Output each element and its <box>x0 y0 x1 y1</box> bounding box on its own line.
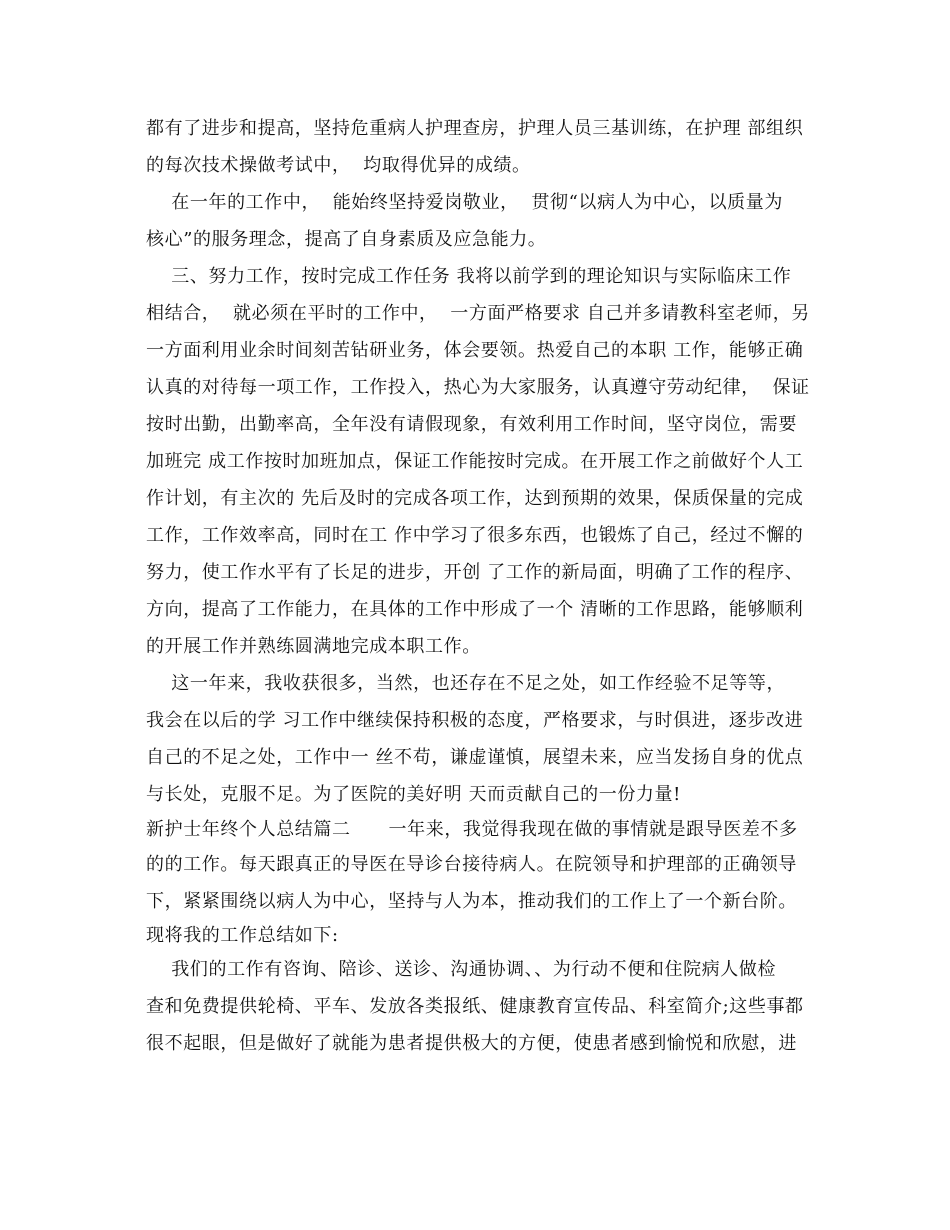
text-line: 查和免费提供轮椅、平车、发放各类报纸、健康教育宣传品、科室简介;这些事都 <box>146 996 804 1017</box>
text-line: 与长处，克服不足。为了医院的美好明 天而贡献自己的一份力量! <box>146 784 681 805</box>
text-line: 都有了进步和提高，坚持危重病人护理查房，护理人员三基训练，在护理 部组织 <box>146 118 804 139</box>
text-line: 我们的工作有咨询、陪诊、送诊、沟通协调、、为行动不便和住院病人做检 <box>146 959 777 980</box>
text-line: 方向，提高了工作能力，在具体的工作中形成了一个 清晰的工作思路，能够顺利 <box>146 599 804 620</box>
text-line: 加班完 成工作按时加班加点，保证工作能按时完成。在开展工作之前做好个人工 <box>146 451 804 472</box>
text-line: 三、努力工作，按时完成工作任务 我将以前学到的理论知识与实际临床工作 <box>146 266 792 287</box>
text-line: 工作，工作效率高，同时在工 作中学习了很多东西，也锻炼了自己，经过不懈的 <box>146 525 804 546</box>
text-line: 这一年来，我收获很多，当然，也还存在不足之处，如工作经验不足等等， <box>146 673 786 694</box>
text-line: 很不起眼，但是做好了就能为患者提供极大的方便，使患者感到愉悦和欣慰，进 <box>146 1033 797 1054</box>
text-line: 的每次技术操做考试中， 均取得优异的成绩。 <box>146 155 531 176</box>
text-line: 的的工作。每天跟真正的导医在导诊台接待病人。在院领导和护理部的正确领导 <box>146 854 797 875</box>
text-line: 我会在以后的学 习工作中继续保持积极的态度，严格要求，与时俱进，逐步改进 <box>146 710 804 731</box>
text-line: 下，紧紧围绕以病人为中心，坚持与人为本，推动我们的工作上了一个新台阶。 <box>146 891 797 912</box>
text-line: 作计划，有主次的 先后及时的完成各项工作，达到预期的效果，保质保量的完成 <box>146 488 804 509</box>
text-line: 努力，使工作水平有了长足的进步，开创 了工作的新局面，明确了工作的程序、 <box>146 562 804 583</box>
text-line: 现将我的工作总结如下: <box>146 925 339 946</box>
text-line: 按时出勤，出勤率高，全年没有请假现象，有效利用工作时间，坚守岗位，需要 <box>146 414 797 435</box>
text-line: 认真的对待每一项工作，工作投入，热心为大家服务，认真遵守劳动纪律， 保证 <box>146 377 810 398</box>
text-line: 核心”的服务理念，提高了自身素质及应急能力。 <box>146 229 547 250</box>
text-line: 一方面利用业余时间刻苦钻研业务，体会要领。热爱自己的本职 工作，能够正确 <box>146 340 804 361</box>
text-line: 的开展工作并熟练圆满地完成本职工作。 <box>146 636 481 657</box>
text-line: 在一年的工作中， 能始终坚持爱岗敬业， 贯彻“以病人为中心，以质量为 <box>146 192 783 213</box>
section-heading-line: 新护士年终个人总结篇二 一年来，我觉得我现在做的事情就是跟导医差不多 <box>146 819 798 840</box>
text-line: 自己的不足之处，工作中一 丝不苟，谦虚谨慎，展望未来，应当发扬自身的优点 <box>146 747 804 768</box>
text-line: 相结合， 就必须在平时的工作中， 一方面严格要求 自己并多请教科室老师，另 <box>146 303 811 324</box>
